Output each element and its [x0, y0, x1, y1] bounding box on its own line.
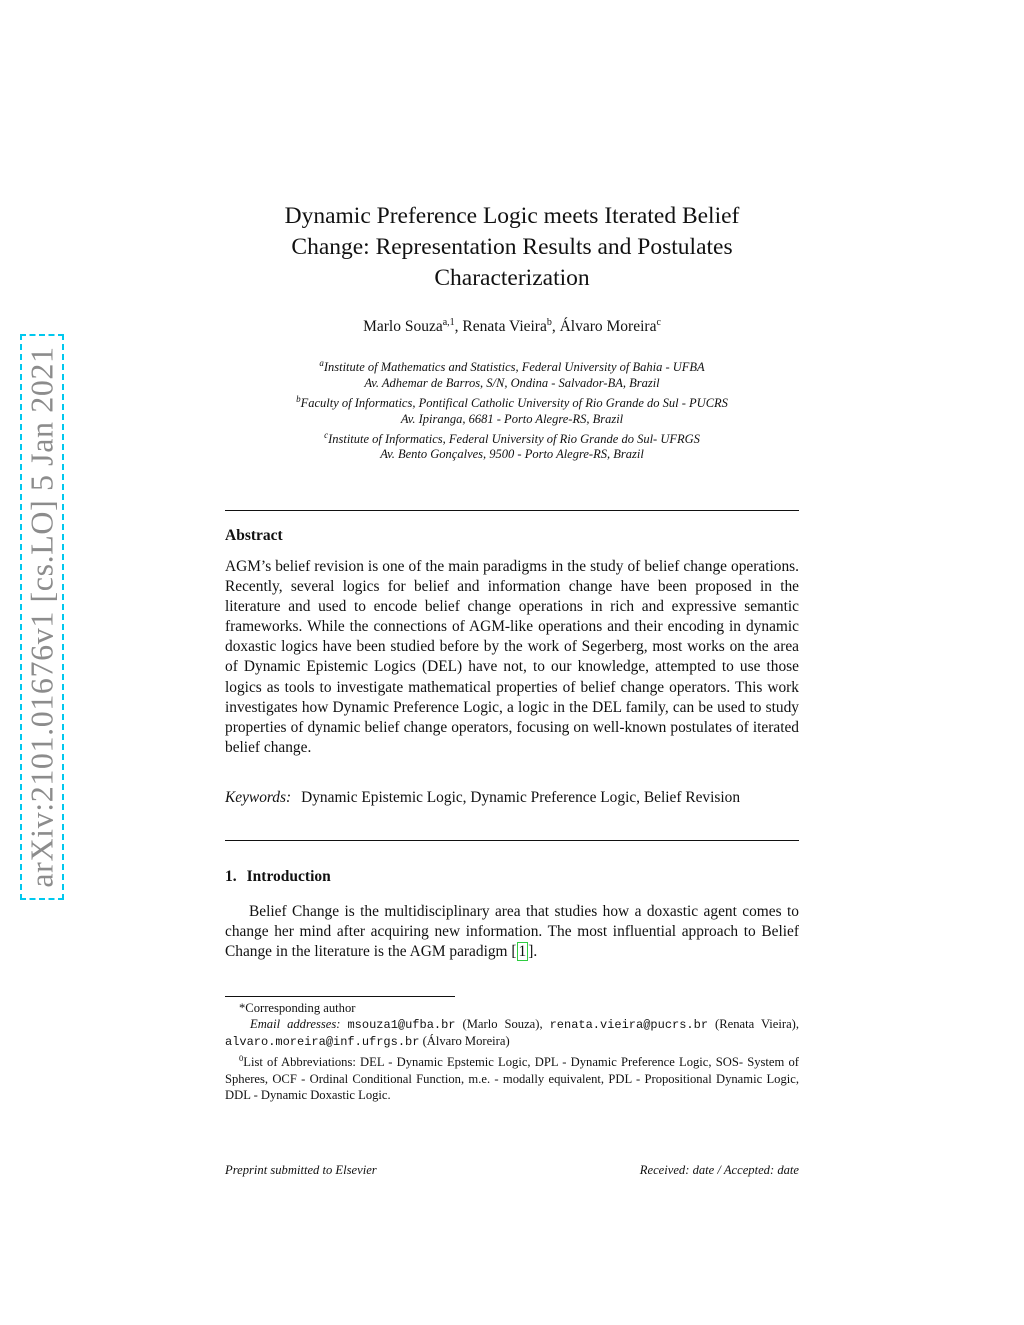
footnotes [225, 1000, 799, 1103]
affiliation-line [225, 356, 799, 376]
email-owner: (Álvaro Moreira) [422, 1034, 510, 1049]
abstract-heading: Abstract [225, 527, 283, 544]
footnote-mark: * [239, 1001, 246, 1015]
footnote-abbreviations-text: List of Abbreviations: DEL - Dynamic Epstemic Logic, DPL - Dynamic Preference Logic, SOS- System of Spheres, OCF - Ordinal Conditional Function, m.e. - modally equivalent, PDL - Propositional Dynamic Logic, DDL - Dynamic Doxastic Logic. [225, 1055, 799, 1102]
footer-dates: Received: date / Accepted: date [639, 1163, 799, 1177]
footnote-corresponding-text: Corresponding author [245, 1001, 356, 1015]
footnote-corresponding [225, 1000, 799, 1016]
title-line-3: Characterization [434, 265, 590, 291]
author-separator: , [551, 318, 560, 336]
email-label: Email addresses: [250, 1017, 341, 1032]
abstract-bottom-rule [225, 840, 799, 841]
keywords [225, 788, 799, 808]
email-link[interactable]: alvaro.moreira@inf.ufrgs.br [225, 1035, 420, 1050]
intro-text-end: ]. [528, 943, 538, 961]
footnote-abbreviations [225, 1050, 799, 1102]
author-name: Álvaro Moreira [559, 318, 657, 336]
footer-preprint-note: Preprint submitted to Elsevier [225, 1163, 377, 1177]
affiliation-line [225, 428, 799, 448]
affiliation-address: Av. Ipiranga, 6681 - Porto Alegre-RS, Brazil [400, 411, 624, 426]
author-name: Marlo Souza [363, 318, 443, 336]
abstract-text: AGM’s belief revision is one of the main paradigms in the study of belief change operations. Recently, several logics for belief and information change have been proposed in the literature and used to encode belief change operations in rich and expressive semantic frameworks. While the connections of AGM-like operations and their encoding in dynamic doxastic logics have been studied before by the work of Segerberg, most works on the area of Dynamic Epistemic Logics (DEL) have not, to our knowledge, attempted to use those logics as tools to investigate mathematical properties of belief change operators. This work investigates how Dynamic Preference Logic, a logic in the DEL family, can be used to study properties of dynamic belief change operators, focusing on well-known postulates of iterated belief change. [225, 558, 799, 756]
footnote-mark: 0 [239, 1053, 244, 1064]
email-link[interactable]: renata.vieira@pucrs.br [549, 1018, 709, 1033]
footnote-emails: Email addresses: msouza1@ufba.br (Marlo Souza), renata.vieira@pucrs.br (Renata Vieira), alvaro.moreira@inf.ufrgs.br (Álvaro Moreira) [225, 1017, 800, 1050]
affiliations [225, 356, 799, 463]
affiliation-name: Faculty of Informatics, Pontifical Catholic University of Rio Grande do Sul - PUCRS [300, 395, 728, 410]
email-link[interactable]: msouza1@ufba.br [347, 1018, 456, 1033]
intro-text: Belief Change is the multidisciplinary area that studies how a doxastic agent comes to change her mind after acquiring new information. The most influential approach to Belief Change in the literature is the AGM paradigm [ [225, 903, 799, 961]
affiliation-mark: b [296, 393, 301, 404]
author-separator: , [454, 318, 463, 336]
footnote-rule [225, 996, 455, 997]
author-name: Renata Vieira [462, 318, 547, 336]
section-title: Introduction [246, 868, 331, 885]
author-affil-mark: b [546, 317, 552, 328]
abstract-top-rule [225, 510, 799, 511]
affiliation-line [225, 392, 799, 412]
introduction-paragraph [225, 902, 799, 962]
affiliation-mark: c [324, 429, 329, 440]
arxiv-stamp[interactable]: arXiv:2101.01676v1 [cs.LO] 5 Jan 2021 [23, 346, 60, 888]
section-number: 1. [225, 868, 237, 885]
section-heading-introduction [225, 868, 331, 886]
title-line-1: Dynamic Preference Logic meets Iterated Belief [284, 203, 740, 229]
affiliation-address: Av. Adhemar de Barros, S/N, Ondina - Salvador-BA, Brazil [364, 375, 660, 390]
affiliation-address: Av. Bento Gonçalves, 9500 - Porto Alegre-RS, Brazil [380, 447, 644, 462]
paper-title [225, 201, 799, 294]
citation-link[interactable]: 1 [518, 943, 527, 961]
keywords-text: Dynamic Epistemic Logic, Dynamic Preference Logic, Belief Revision [301, 789, 741, 806]
email-owner: (Marlo Souza) [462, 1017, 540, 1032]
affiliation-name: Institute of Informatics, Federal University of Rio Grande do Sul- UFRGS [328, 431, 700, 446]
affiliation-mark: a [319, 358, 324, 368]
affiliation-name: Institute of Mathematics and Statistics, Federal University of Bahia - UFBA [323, 360, 705, 375]
author-affil-mark: a,1 [442, 317, 455, 328]
author-list [225, 317, 799, 336]
email-owner: (Renata Vieira) [715, 1017, 796, 1032]
keywords-label: Keywords: [225, 789, 292, 806]
title-line-2: Change: Representation Results and Postulates [291, 234, 733, 260]
author-affil-mark: c [656, 317, 661, 328]
